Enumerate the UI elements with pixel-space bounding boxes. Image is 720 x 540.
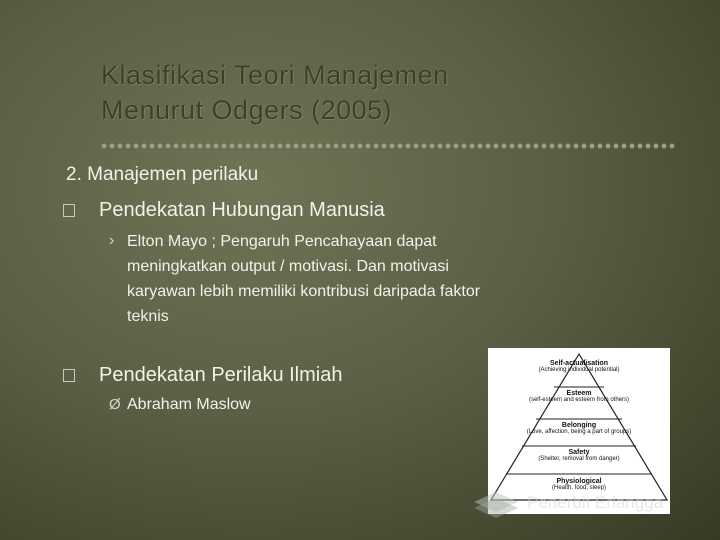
sub-bullet-elton-mayo: [127, 229, 480, 329]
pyramid-level: Self-actualisation (Achieving individual potential): [538, 360, 620, 373]
bullet-box-icon: [63, 369, 75, 382]
title-line-2: Menurut Odgers (2005): [101, 95, 393, 125]
sub-bullet-maslow: Abraham Maslow: [127, 396, 251, 413]
sub-bullet-arrow-icon: ›: [109, 232, 115, 249]
pyramid-level: Physiological (Health, food, sleep): [551, 478, 607, 491]
sub-line: teknis: [127, 308, 169, 325]
dotted-divider: [100, 142, 675, 150]
pyramid-level: Belonging (Love, affection, being a part of groups): [526, 422, 632, 435]
bullet-human-relations: Pendekatan Hubungan Manusia: [99, 199, 385, 221]
slide-title: [101, 58, 661, 128]
sub-line: karyawan lebih memiliki kontribusi daripada faktor: [127, 283, 481, 300]
section-heading: 2. Manajemen perilaku: [66, 164, 259, 185]
publisher-logo-icon: [470, 488, 522, 520]
bullet-box-icon: [63, 204, 75, 217]
arrow-bullet-icon: Ø: [109, 396, 121, 413]
publisher-watermark: Penerbit Erlangga: [527, 493, 664, 512]
title-line-1: Klasifikasi Teori Manajemen: [101, 60, 449, 90]
pyramid-level: Safety (Shelter, removal from danger): [538, 449, 620, 462]
sub-line: Elton Mayo ; Pengaruh Pencahayaan dapat: [127, 233, 437, 250]
sub-line: meningkatkan output / motivasi. Dan motivasi: [127, 258, 449, 275]
pyramid-level: Esteem (self-esteem and esteem from others): [528, 390, 630, 403]
bullet-scientific-behavior: Pendekatan Perilaku Ilmiah: [99, 364, 343, 386]
